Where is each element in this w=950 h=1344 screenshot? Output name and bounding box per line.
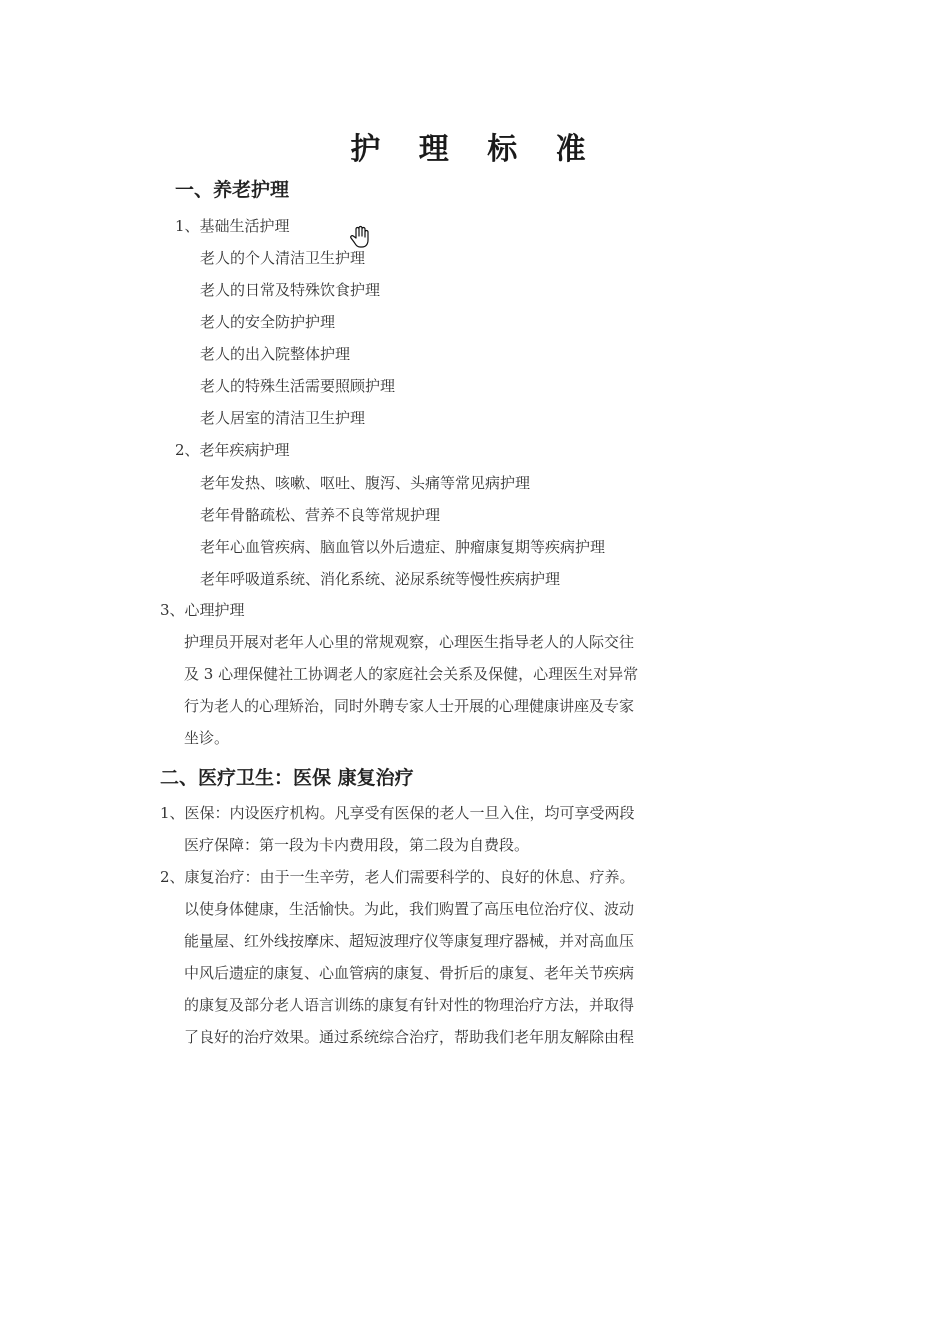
list-item: 老年骨骼疏松、营养不良等常规护理 bbox=[200, 506, 441, 524]
list-item: 老年发热、咳嗽、呕吐、腹泻、头痛等常见病护理 bbox=[200, 474, 531, 492]
section2-heading: 二、医疗卫生：医保 康复治疗 bbox=[160, 767, 414, 789]
paragraph-line: 2、康复治疗：由于一生辛劳，老人们需要科学的、良好的休息、疗养。 bbox=[160, 868, 635, 886]
sub2-heading: 2、老年疾病护理 bbox=[175, 441, 290, 459]
list-item: 老人的安全防护护理 bbox=[200, 313, 336, 331]
paragraph-line: 医疗保障：第一段为卡内费用段，第二段为自费段。 bbox=[184, 836, 530, 854]
document-title: 护 理 标 准 bbox=[350, 132, 600, 167]
list-item: 老人的出入院整体护理 bbox=[200, 345, 351, 363]
hand-cursor-icon bbox=[349, 225, 371, 249]
paragraph-line: 能量屋、红外线按摩床、超短波理疗仪等康复理疗器械，并对高血压 bbox=[184, 932, 635, 950]
paragraph-line: 中风后遗症的康复、心血管病的康复、骨折后的康复、老年关节疾病 bbox=[184, 964, 635, 982]
paragraph-line: 坐诊。 bbox=[184, 729, 230, 747]
list-item: 老人的日常及特殊饮食护理 bbox=[200, 281, 381, 299]
list-item: 老人的特殊生活需要照顾护理 bbox=[200, 377, 396, 395]
paragraph-line: 1、医保：内设医疗机构。凡享受有医保的老人一旦入住，均可享受两段 bbox=[160, 804, 635, 822]
paragraph-line: 以使身体健康，生活愉快。为此，我们购置了高压电位治疗仪、波动 bbox=[184, 900, 635, 918]
sub1-heading: 1、基础生活护理 bbox=[175, 217, 290, 235]
sub3-heading: 3、心理护理 bbox=[160, 601, 245, 619]
paragraph-line: 护理员开展对老年人心里的常规观察，心理医生指导老人的人际交往 bbox=[184, 633, 635, 651]
list-item: 老年呼吸道系统、消化系统、泌尿系统等慢性疾病护理 bbox=[200, 570, 561, 588]
paragraph-line: 及 3 心理保健社工协调老人的家庭社会关系及保健，心理医生对异常 bbox=[184, 665, 639, 683]
paragraph-line: 的康复及部分老人语言训练的康复有针对性的物理治疗方法，并取得 bbox=[184, 996, 635, 1014]
list-item: 老人居室的清洁卫生护理 bbox=[200, 409, 366, 427]
section1-heading: 一、养老护理 bbox=[175, 179, 290, 201]
list-item: 老年心血管疾病、脑血管以外后遗症、肿瘤康复期等疾病护理 bbox=[200, 538, 606, 556]
paragraph-line: 行为老人的心理矫治，同时外聘专家人士开展的心理健康讲座及专家 bbox=[184, 697, 635, 715]
list-item: 老人的个人清洁卫生护理 bbox=[200, 249, 366, 267]
paragraph-line: 了良好的治疗效果。通过系统综合治疗，帮助我们老年朋友解除由程 bbox=[184, 1028, 635, 1046]
